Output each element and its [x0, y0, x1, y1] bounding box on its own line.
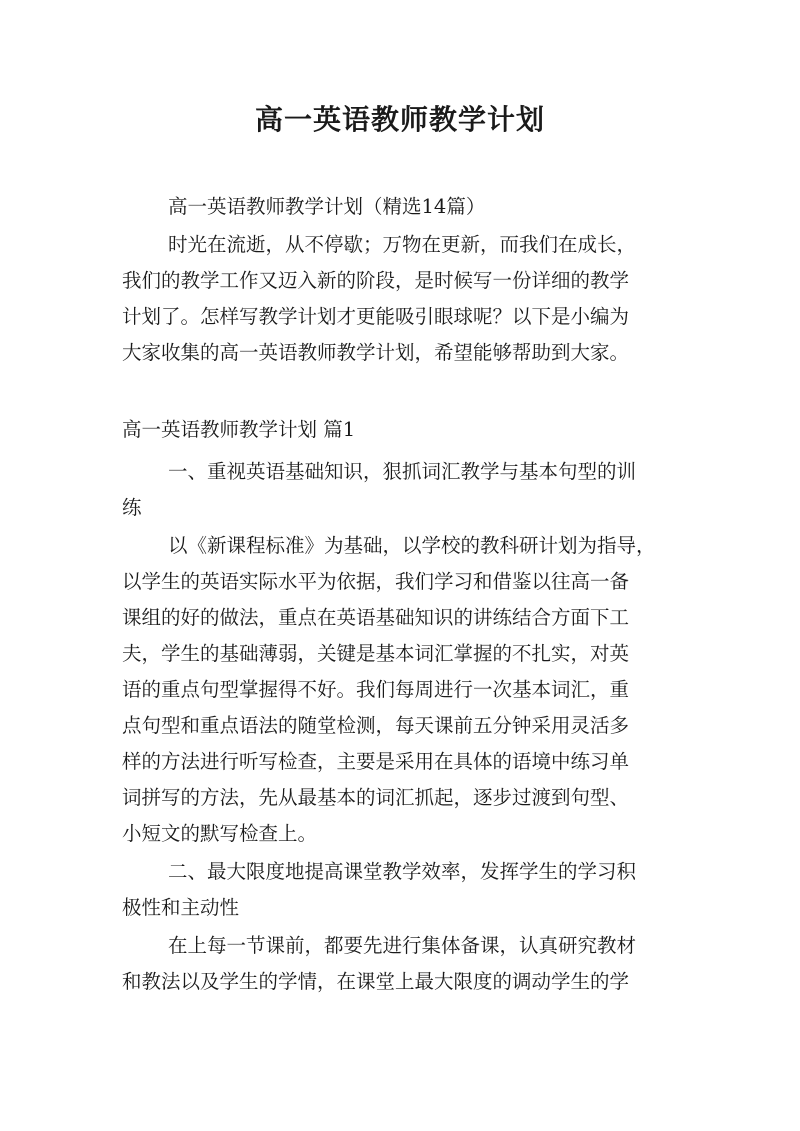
point-heading: 一、重视英语基础知识，狠抓词汇教学与基本句型的训: [168, 460, 637, 483]
body-line: 点句型和重点语法的随堂检测，每天课前五分钟采用灵活多: [122, 714, 630, 737]
section-heading: 高一英语教师教学计划 篇1: [122, 418, 356, 441]
body-line: 在上每一节课前，都要先进行集体备课，认真研究教材: [168, 934, 637, 957]
document-title: 高一英语教师教学计划: [254, 103, 545, 136]
intro-line: 我们的教学工作又迈入新的阶段，是时候写一份详细的教学: [122, 269, 630, 292]
point-heading: 极性和主动性: [122, 896, 240, 919]
point-heading: 二、最大限度地提高课堂教学效率，发挥学生的学习积: [168, 860, 637, 883]
body-line: 语的重点句型掌握得不好。我们每周进行一次基本词汇，重: [122, 678, 630, 701]
body-line: 和教法以及学生的学情，在课堂上最大限度的调动学生的学: [122, 970, 630, 993]
intro-line: 大家收集的高一英语教师教学计划，希望能够帮助到大家。: [122, 341, 630, 364]
body-line: 课组的好的做法，重点在英语基础知识的讲练结合方面下工: [122, 606, 630, 629]
intro-line: 计划了。怎样写教学计划才更能吸引眼球呢？以下是小编为: [122, 305, 630, 328]
body-line: 样的方法进行听写检查，主要是采用在具体的语境中练习单: [122, 750, 630, 773]
intro-line: 时光在流逝，从不停歇；万物在更新，而我们在成长，: [168, 233, 637, 256]
body-line: 以《新课程标准》为基础，以学校的教科研计划为指导，: [168, 534, 656, 557]
subtitle-line: 高一英语教师教学计划（精选14篇）: [168, 195, 486, 218]
body-line: 夫，学生的基础薄弱，关键是基本词汇掌握的不扎实，对英: [122, 642, 630, 665]
body-line: 词拼写的方法，先从最基本的词汇抓起，逐步过渡到句型、: [122, 786, 630, 809]
point-heading: 练: [122, 496, 142, 519]
body-line: 以学生的英语实际水平为依据，我们学习和借鉴以往高一备: [122, 570, 630, 593]
body-line: 小短文的默写检查上。: [122, 822, 318, 845]
